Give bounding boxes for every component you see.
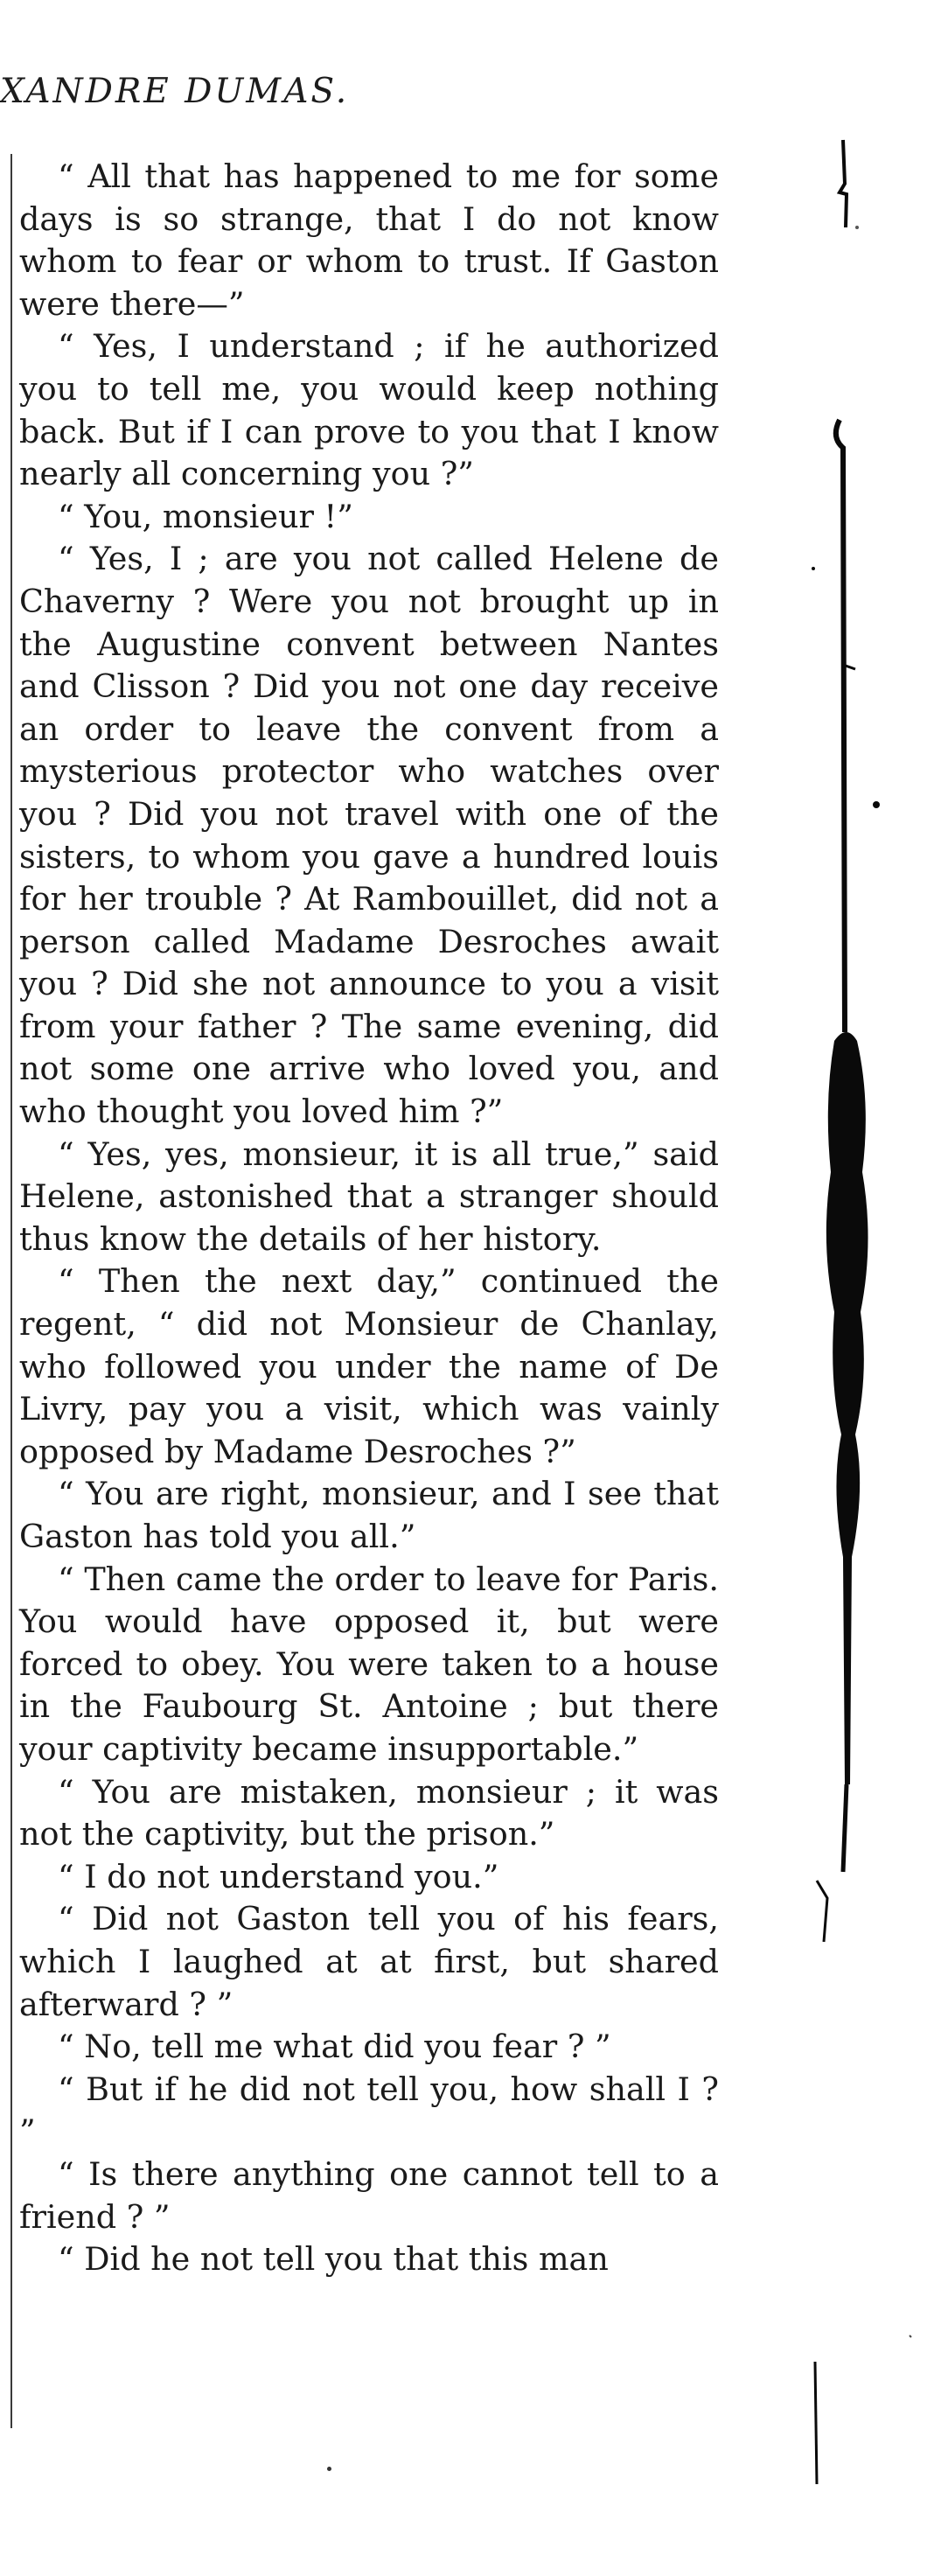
text-column: [19, 156, 719, 2281]
paragraph: “ Yes, yes, monsieur, it is all true,” said Helene, astonished that a stranger should thus know the details of her history.: [19, 1134, 719, 1258]
paragraph: “ But if he did not tell you, how shall I ? ”: [19, 2070, 719, 2151]
paragraph: “ Yes, I ; are you not called Helene de Chaverny ? Were you not brought up in the Augustine convent between Nantes and Clisson ? Did you not one day receive an order to leave the convent from a mysterious protector who watches over you ? Did you not travel with one of the sisters, to whom you gave a hundred louis for her trouble ? At Rambouillet, did not a person called Madame Desroches await you ? Did she not announce to you a visit from your father ? The same evening, did not some one arrive who loved you, and who thought you loved him ?”: [19, 540, 719, 1131]
paragraph: “ I do not understand you.”: [58, 1857, 499, 1895]
paragraph: “ You are right, monsieur, and I see that Gaston has told you all.”: [19, 1475, 719, 1555]
column-rule: [10, 154, 12, 2428]
paragraph: “ Yes, I understand ; if he authorized you to tell me, you would keep nothing back. But if I can prove to you that I know nearly all concerning you ?”: [19, 327, 719, 493]
paragraph: “ Then came the order to leave for Paris. You would have opposed it, but were forced to obey. You were taken to a house in the Faubourg St. Antoine ; but there your captivity became insupportable.”: [19, 1560, 719, 1768]
gutter-ink-mark: [805, 122, 927, 2576]
paragraph: “ No, tell me what did you fear ? ”: [58, 2028, 611, 2066]
stray-dot: [327, 2467, 331, 2471]
paragraph: “ You, monsieur !”: [58, 497, 353, 535]
paragraph: “ You are mistaken, monsieur ; it was not the captivity, but the prison.”: [19, 1772, 719, 1853]
paragraph: “ Did he not tell you that this man: [58, 2240, 609, 2279]
paragraph: “ Did not Gaston tell you of his fears, which I laughed at at first, but shared afterward ? ”: [19, 1900, 719, 2023]
paragraph: “ Is there anything one cannot tell to a friend ? ”: [19, 2154, 719, 2236]
paragraph: “ Then the next day,” continued the regent, “ did not Monsieur de Chanlay, who followed you under the name of De Livry, pay you a visit, which was vainly opposed by Madame Desroches ?”: [19, 1262, 719, 1470]
running-head: XANDRE DUMAS.: [0, 72, 350, 111]
paragraph: “ All that has happened to me for some days is so strange, that I do not know whom to fear or whom to trust. If Gaston were there—”: [19, 157, 719, 323]
